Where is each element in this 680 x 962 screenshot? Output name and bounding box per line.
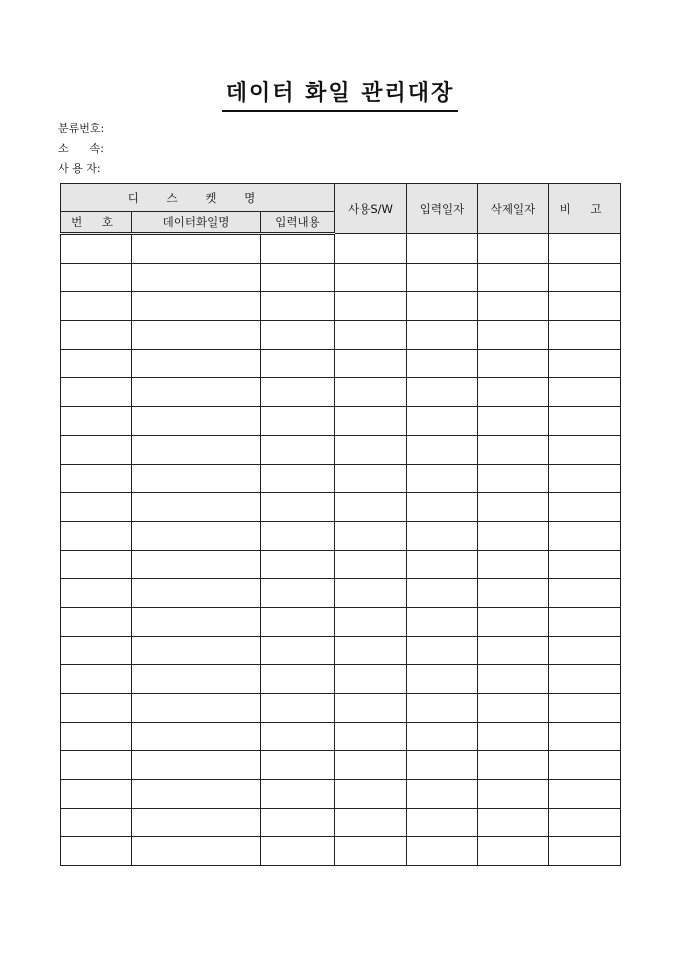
table-cell[interactable] (407, 407, 478, 436)
table-cell[interactable] (549, 722, 621, 751)
table-cell[interactable] (549, 694, 621, 723)
table-cell[interactable] (261, 694, 335, 723)
table-cell[interactable] (478, 550, 549, 579)
table-cell[interactable] (335, 521, 407, 550)
table-cell[interactable] (478, 263, 549, 292)
table-cell[interactable] (61, 780, 132, 809)
table-cell[interactable] (478, 780, 549, 809)
table-cell[interactable] (335, 636, 407, 665)
table-cell[interactable] (335, 435, 407, 464)
table-cell[interactable] (407, 751, 478, 780)
table-cell[interactable] (61, 607, 132, 636)
table-row (61, 694, 621, 723)
table-cell[interactable] (261, 579, 335, 608)
table-cell[interactable] (261, 521, 335, 550)
table-cell[interactable] (549, 349, 621, 378)
table-cell[interactable] (478, 349, 549, 378)
table-cell[interactable] (335, 493, 407, 522)
table-cell[interactable] (61, 407, 132, 436)
table-row (61, 607, 621, 636)
table-row (61, 837, 621, 866)
table-cell[interactable] (478, 722, 549, 751)
table-cell[interactable] (549, 493, 621, 522)
table-cell[interactable] (407, 292, 478, 321)
table-row (61, 234, 621, 264)
table-cell[interactable] (478, 464, 549, 493)
table-cell[interactable] (478, 378, 549, 407)
table-cell[interactable] (549, 378, 621, 407)
input-content-header: 입력내용 (261, 212, 335, 234)
table-cell[interactable] (549, 550, 621, 579)
document-title-text: 데이터 화일 관리대장 (222, 76, 459, 112)
table-cell[interactable] (407, 321, 478, 350)
table-cell[interactable] (407, 521, 478, 550)
table-cell[interactable] (335, 464, 407, 493)
table-cell[interactable] (549, 292, 621, 321)
table-row (61, 263, 621, 292)
table-cell[interactable] (549, 321, 621, 350)
table-cell[interactable] (61, 579, 132, 608)
table-cell[interactable] (61, 751, 132, 780)
document-title (0, 76, 680, 112)
table-cell[interactable] (261, 292, 335, 321)
table-cell[interactable] (478, 521, 549, 550)
table-cell[interactable] (61, 292, 132, 321)
table-cell[interactable] (261, 407, 335, 436)
category-number-label: 분류번호: (58, 122, 105, 135)
table-cell[interactable] (335, 780, 407, 809)
table-cell[interactable] (132, 407, 261, 436)
table-row (61, 550, 621, 579)
table-cell[interactable] (261, 349, 335, 378)
input-date-header: 입력일자 (407, 184, 478, 234)
table-cell[interactable] (335, 579, 407, 608)
table-cell[interactable] (549, 780, 621, 809)
table-cell[interactable] (261, 464, 335, 493)
table-cell[interactable] (132, 435, 261, 464)
table-cell[interactable] (407, 263, 478, 292)
table-row (61, 636, 621, 665)
table-cell[interactable] (261, 550, 335, 579)
table-cell[interactable] (61, 521, 132, 550)
table-cell[interactable] (407, 694, 478, 723)
table-cell[interactable] (407, 808, 478, 837)
table-cell[interactable] (407, 435, 478, 464)
table-cell[interactable] (261, 321, 335, 350)
table-row (61, 521, 621, 550)
table-cell[interactable] (61, 378, 132, 407)
table-cell[interactable] (335, 722, 407, 751)
table-cell[interactable] (61, 464, 132, 493)
table-cell[interactable] (478, 435, 549, 464)
table-cell[interactable] (61, 636, 132, 665)
table-cell[interactable] (407, 550, 478, 579)
table-cell[interactable] (261, 234, 335, 264)
table-row (61, 464, 621, 493)
table-cell[interactable] (261, 837, 335, 866)
number-header: 번 호 (61, 212, 132, 234)
table-cell[interactable] (549, 751, 621, 780)
table-row (61, 435, 621, 464)
table-cell[interactable] (132, 751, 261, 780)
table-cell[interactable] (261, 263, 335, 292)
table-cell[interactable] (549, 636, 621, 665)
table-row (61, 579, 621, 608)
table-cell[interactable] (261, 722, 335, 751)
table-row (61, 378, 621, 407)
table-cell[interactable] (132, 665, 261, 694)
table-cell[interactable] (478, 636, 549, 665)
table-cell[interactable] (335, 808, 407, 837)
table-cell[interactable] (132, 636, 261, 665)
table-cell[interactable] (407, 234, 478, 264)
table-cell[interactable] (549, 521, 621, 550)
table-cell[interactable] (132, 292, 261, 321)
table-cell[interactable] (335, 407, 407, 436)
table-cell[interactable] (549, 579, 621, 608)
table-cell[interactable] (335, 292, 407, 321)
table-row (61, 780, 621, 809)
table-cell[interactable] (478, 292, 549, 321)
table-cell[interactable] (549, 808, 621, 837)
diskette-name-header: 디 스 켓 명 (61, 184, 335, 212)
table-cell[interactable] (261, 665, 335, 694)
table-cell[interactable] (261, 378, 335, 407)
affiliation-label: 소 속: (58, 142, 104, 155)
table-cell[interactable] (61, 435, 132, 464)
table-cell[interactable] (407, 493, 478, 522)
table-cell[interactable] (61, 808, 132, 837)
table-cell[interactable] (407, 837, 478, 866)
table-cell[interactable] (407, 378, 478, 407)
table-cell[interactable] (335, 349, 407, 378)
table-cell[interactable] (61, 722, 132, 751)
table-cell[interactable] (61, 321, 132, 350)
table-cell[interactable] (132, 378, 261, 407)
table-cell[interactable] (61, 349, 132, 378)
data-file-ledger-table (60, 183, 621, 866)
table-cell[interactable] (132, 837, 261, 866)
table-cell[interactable] (132, 550, 261, 579)
table-cell[interactable] (61, 493, 132, 522)
table-cell[interactable] (132, 694, 261, 723)
table-cell[interactable] (335, 665, 407, 694)
table-cell[interactable] (261, 751, 335, 780)
table-cell[interactable] (335, 234, 407, 264)
table-cell[interactable] (132, 493, 261, 522)
table-cell[interactable] (549, 665, 621, 694)
table-cell[interactable] (335, 751, 407, 780)
table-cell[interactable] (61, 694, 132, 723)
table-cell[interactable] (478, 837, 549, 866)
table-row (61, 665, 621, 694)
table-cell[interactable] (132, 349, 261, 378)
table-cell[interactable] (335, 378, 407, 407)
table-cell[interactable] (478, 579, 549, 608)
table-cell[interactable] (61, 263, 132, 292)
table-cell[interactable] (261, 780, 335, 809)
table-cell[interactable] (132, 321, 261, 350)
table-cell[interactable] (335, 837, 407, 866)
table-cell[interactable] (61, 550, 132, 579)
table-cell[interactable] (335, 263, 407, 292)
data-file-name-header: 데이터화일명 (132, 212, 261, 234)
table-cell[interactable] (549, 234, 621, 264)
table-cell[interactable] (335, 694, 407, 723)
table-cell[interactable] (549, 464, 621, 493)
table-cell[interactable] (132, 464, 261, 493)
table-row (61, 808, 621, 837)
table-cell[interactable] (261, 435, 335, 464)
table-cell[interactable] (132, 521, 261, 550)
table-cell[interactable] (478, 808, 549, 837)
table-cell[interactable] (549, 837, 621, 866)
table-row (61, 349, 621, 378)
remarks-header: 비 고 (549, 184, 621, 234)
table-cell[interactable] (132, 234, 261, 264)
table-cell[interactable] (478, 665, 549, 694)
table-cell[interactable] (478, 234, 549, 264)
table-cell[interactable] (335, 550, 407, 579)
table-cell[interactable] (261, 636, 335, 665)
table-cell[interactable] (132, 780, 261, 809)
table-cell[interactable] (407, 349, 478, 378)
ledger-body (61, 234, 621, 866)
table-cell[interactable] (549, 435, 621, 464)
table-cell[interactable] (61, 837, 132, 866)
table-cell[interactable] (549, 407, 621, 436)
table-cell[interactable] (478, 493, 549, 522)
table-cell[interactable] (407, 579, 478, 608)
table-cell[interactable] (407, 665, 478, 694)
delete-date-header: 삭제일자 (478, 184, 549, 234)
table-cell[interactable] (261, 493, 335, 522)
table-cell[interactable] (549, 263, 621, 292)
table-cell[interactable] (132, 808, 261, 837)
table-cell[interactable] (261, 808, 335, 837)
table-row (61, 751, 621, 780)
table-cell[interactable] (132, 607, 261, 636)
table-cell[interactable] (407, 464, 478, 493)
table-row (61, 493, 621, 522)
table-cell[interactable] (478, 694, 549, 723)
table-cell[interactable] (407, 636, 478, 665)
table-cell[interactable] (61, 665, 132, 694)
table-cell[interactable] (407, 780, 478, 809)
table-cell[interactable] (407, 607, 478, 636)
table-cell[interactable] (132, 579, 261, 608)
table-row (61, 407, 621, 436)
table-cell[interactable] (407, 722, 478, 751)
table-cell[interactable] (478, 321, 549, 350)
software-header: 사용S/W (335, 184, 407, 234)
table-cell[interactable] (132, 263, 261, 292)
table-cell[interactable] (261, 607, 335, 636)
table-cell[interactable] (132, 722, 261, 751)
table-row (61, 722, 621, 751)
table-row (61, 321, 621, 350)
table-cell[interactable] (335, 321, 407, 350)
table-cell[interactable] (478, 751, 549, 780)
table-cell[interactable] (478, 607, 549, 636)
table-cell[interactable] (335, 607, 407, 636)
table-row (61, 292, 621, 321)
table-cell[interactable] (478, 407, 549, 436)
table-cell[interactable] (549, 607, 621, 636)
table-cell[interactable] (61, 234, 132, 264)
user-label: 사 용 자: (58, 162, 101, 175)
